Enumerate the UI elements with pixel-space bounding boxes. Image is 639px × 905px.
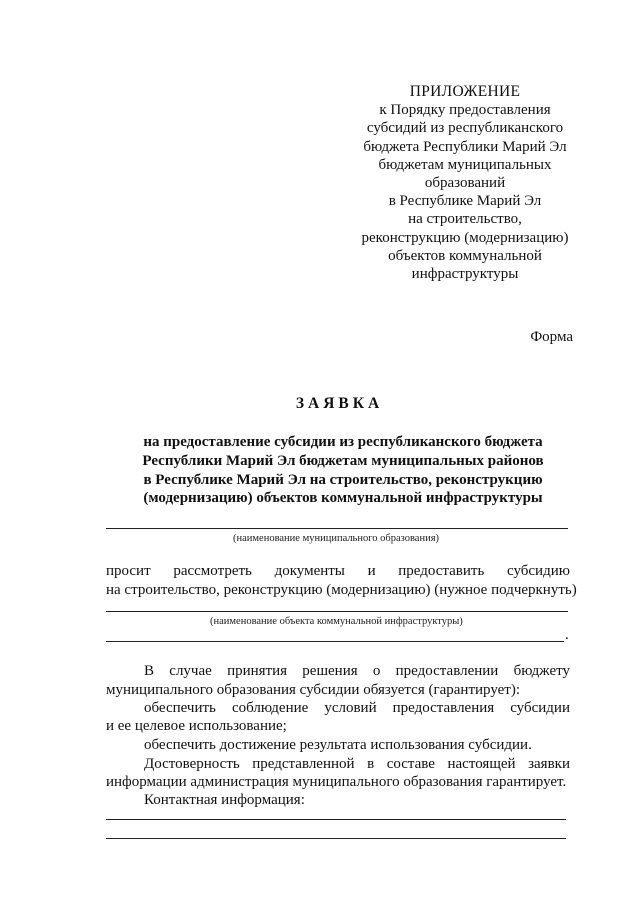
obligation-word: В	[144, 663, 155, 679]
appendix-line: реконструкцию (модернизацию)	[361, 229, 569, 246]
item1-line-1	[144, 700, 570, 717]
item1-word: соблюдение	[231, 700, 309, 716]
request-line-1	[106, 563, 570, 580]
obligation-word: принятия	[227, 663, 288, 679]
reliability-word: настоящей	[447, 756, 516, 772]
subtitle-line: (модернизацию) объектов коммунальной инфраструктуры	[143, 490, 543, 507]
reliability-line-1	[144, 756, 570, 773]
obligation-line-2: муниципального образования субсидии обязуется (гарантирует):	[106, 682, 521, 698]
item1-word: субсидии	[510, 700, 570, 716]
appendix-title: ПРИЛОЖЕНИЕ	[409, 83, 521, 100]
item1-word: предоставления	[392, 700, 495, 716]
reliability-word: составе	[386, 756, 435, 772]
obligation-line-1	[144, 663, 570, 680]
request-word: рассмотреть	[173, 563, 252, 579]
item1-word: обеспечить	[144, 700, 216, 716]
request-word: документы	[274, 563, 345, 579]
object-blank-line-2[interactable]	[106, 641, 564, 642]
item1-line-2: и ее целевое использование;	[106, 718, 287, 734]
appendix-line: к Порядку предоставления	[379, 102, 551, 119]
obligation-word: случае	[169, 663, 212, 679]
appendix-line: на строительство,	[408, 211, 522, 228]
appendix-line: в Республике Марий Эл	[388, 193, 542, 210]
request-word: субсидию	[507, 563, 570, 579]
reliability-word: в	[367, 756, 375, 772]
appendix-line: субсидий из республиканского	[366, 120, 564, 137]
item1-word: условий	[324, 700, 377, 716]
appendix-line: бюджета Республики Марий Эл	[363, 138, 567, 155]
request-word: и	[367, 563, 376, 579]
municipality-blank-line[interactable]	[106, 528, 568, 529]
contact-label: Контактная информация:	[144, 792, 305, 808]
line-end-period: .	[565, 627, 569, 643]
appendix-header	[330, 83, 600, 283]
appendix-line: объектов коммунальной	[388, 247, 542, 264]
subtitle-line: Республики Марий Эл бюджетам муниципальных районов	[142, 452, 544, 469]
form-label: Форма	[530, 329, 573, 345]
municipality-caption: (наименование муниципального образования)	[233, 533, 440, 544]
object-blank-line[interactable]	[106, 611, 568, 612]
request-word: предоставить	[398, 563, 485, 579]
contact-blank-line-2[interactable]	[106, 838, 566, 839]
object-caption: (наименование объекта коммунальной инфраструктуры)	[210, 616, 463, 627]
subtitle-line: в Республике Марий Эл на строительство, реконструкцию	[143, 471, 543, 488]
reliability-word: заявки	[528, 756, 570, 772]
contact-blank-line-1[interactable]	[106, 819, 566, 820]
reliability-line-2: информации администрация муниципального образования гарантирует.	[106, 774, 567, 790]
appendix-line: инфраструктуры	[411, 266, 519, 283]
reliability-word: Достоверность	[144, 756, 240, 772]
document-subtitle	[108, 433, 578, 508]
reliability-word: представленной	[252, 756, 355, 772]
obligation-word: о	[372, 663, 381, 679]
item2-line: обеспечить достижение результата использования субсидии.	[144, 737, 532, 753]
appendix-line: бюджетам муниципальных	[378, 156, 552, 173]
request-word: просит	[106, 563, 151, 579]
appendix-line: образований	[424, 175, 506, 192]
obligation-word: предоставлении	[395, 663, 499, 679]
subtitle-line: на предоставление субсидии из республиканского бюджета	[143, 434, 543, 450]
obligation-word: решения	[302, 663, 358, 679]
obligation-word: бюджету	[513, 663, 570, 679]
document-title: ЗАЯВКА	[295, 395, 384, 412]
request-line-2: на строительство, реконструкцию (модернизацию) (нужное подчеркнуть)	[106, 582, 577, 598]
